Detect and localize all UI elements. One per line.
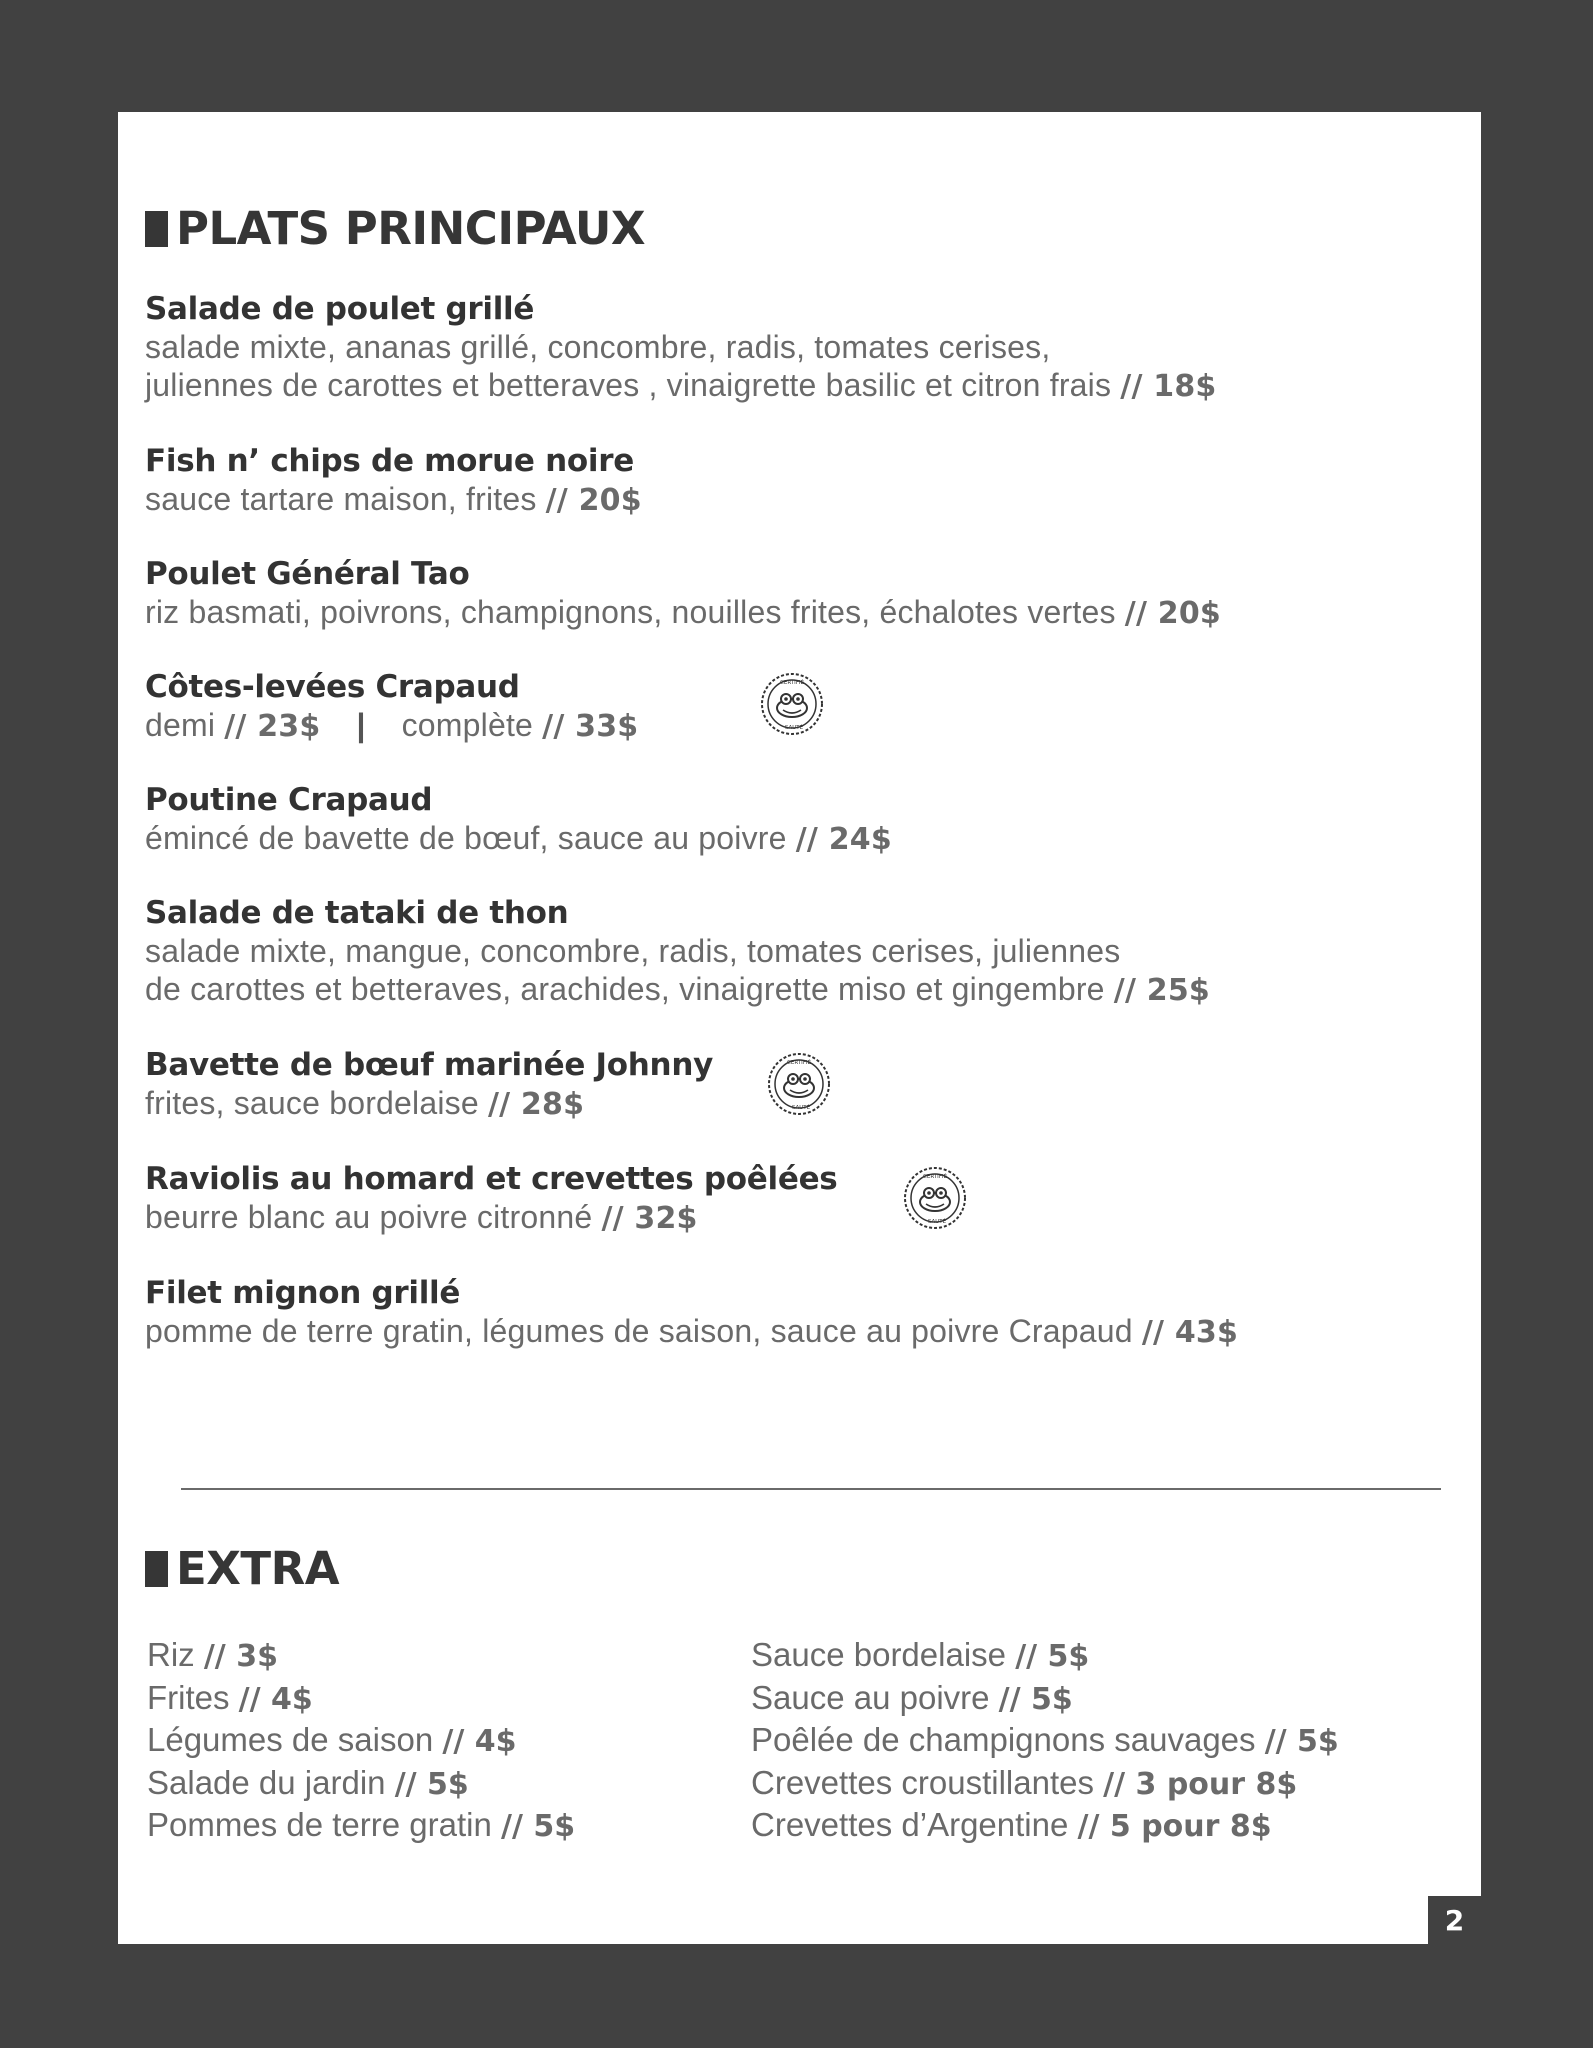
dish-price: // 20$ bbox=[1124, 596, 1221, 631]
badge-bottom-text: SAUTÉ bbox=[791, 1105, 811, 1111]
dish-name: Côtes-levées Crapaud bbox=[145, 669, 520, 705]
dish-description-text: beurre blanc au poivre citronné bbox=[145, 1199, 593, 1235]
extra-price: // 3 pour 8$ bbox=[1103, 1766, 1298, 1802]
extra-price: // 5$ bbox=[1015, 1639, 1090, 1674]
extra-item bbox=[751, 1678, 1339, 1721]
complete-price: // 33$ bbox=[542, 709, 639, 744]
extra-item bbox=[147, 1678, 575, 1721]
dish-description-line bbox=[145, 706, 638, 746]
certified-saute-frog-icon bbox=[767, 1052, 831, 1116]
page-number: 2 bbox=[1428, 1896, 1481, 1944]
extra-label: Crevettes croustillantes bbox=[751, 1763, 1094, 1801]
dish-item bbox=[145, 442, 642, 520]
dish-price: // 20$ bbox=[545, 483, 642, 518]
dish-name: Fish n’ chips de morue noire bbox=[145, 443, 634, 479]
extra-label: Pommes de terre gratin bbox=[147, 1806, 492, 1843]
certified-saute-frog-icon bbox=[760, 672, 824, 736]
dish-price: // 32$ bbox=[601, 1201, 698, 1236]
complete-label: complète bbox=[401, 707, 534, 743]
extra-title-text: EXTRA bbox=[176, 1542, 340, 1595]
badge-top-text: CERTIFIÉ bbox=[787, 1060, 811, 1066]
badge-bottom-text: SAUTÉ bbox=[784, 725, 804, 731]
dish-description-line bbox=[145, 1312, 1238, 1352]
dish-description: salade mixte, ananas grillé, concombre, radis, tomates cerises, bbox=[145, 329, 1051, 365]
extra-label: Sauce au poivre bbox=[751, 1678, 990, 1716]
extra-item bbox=[147, 1763, 575, 1806]
dish-description-text: riz basmati, poivrons, champignons, nouilles frites, échalotes vertes bbox=[145, 594, 1116, 630]
dish-description-line bbox=[145, 819, 892, 859]
extra-price: // 5$ bbox=[1264, 1724, 1339, 1759]
title-block-marker bbox=[145, 1551, 168, 1587]
dish-description-line bbox=[145, 1198, 837, 1238]
dish-description-line bbox=[145, 480, 642, 520]
extra-price: // 4$ bbox=[238, 1681, 313, 1717]
plats-title-text: PLATS PRINCIPAUX bbox=[176, 202, 646, 255]
dish-description: salade mixte, mangue, concombre, radis, tomates cerises, juliennes bbox=[145, 933, 1121, 969]
extra-item bbox=[751, 1763, 1339, 1806]
certified-saute-frog-icon bbox=[903, 1166, 967, 1230]
menu-page bbox=[118, 112, 1481, 1944]
extra-label: Légumes de saison bbox=[147, 1721, 434, 1758]
dish-description-text: sauce tartare maison, frites bbox=[145, 481, 537, 517]
dish-item bbox=[145, 668, 638, 746]
extra-label: Crevettes d’Argentine bbox=[751, 1806, 1069, 1843]
dish-description-line bbox=[145, 1084, 713, 1124]
extra-item bbox=[147, 1635, 575, 1678]
dish-price: // 18$ bbox=[1120, 369, 1217, 404]
demi-label: demi bbox=[145, 707, 216, 743]
badge-top-text: CERTIFIÉ bbox=[923, 1174, 947, 1180]
dish-name: Salade de tataki de thon bbox=[145, 895, 569, 931]
extra-item bbox=[751, 1720, 1339, 1763]
dish-name: Poutine Crapaud bbox=[145, 782, 433, 818]
dish-item bbox=[145, 781, 892, 859]
demi-price: // 23$ bbox=[224, 709, 321, 744]
dish-description-line2 bbox=[145, 366, 1216, 406]
dish-price: // 43$ bbox=[1141, 1315, 1239, 1350]
extra-item bbox=[751, 1805, 1339, 1848]
dish-item bbox=[145, 1046, 713, 1124]
dish-price: // 25$ bbox=[1113, 973, 1210, 1008]
dish-name: Filet mignon grillé bbox=[145, 1275, 461, 1311]
extra-item bbox=[147, 1720, 575, 1763]
extra-label: Riz bbox=[147, 1636, 195, 1673]
title-block-marker bbox=[145, 211, 168, 247]
dish-description-line2 bbox=[145, 970, 1210, 1010]
extra-price: // 5$ bbox=[500, 1809, 576, 1844]
extra-item bbox=[147, 1805, 575, 1848]
extra-price: // 3$ bbox=[203, 1639, 278, 1674]
dish-name: Poulet Général Tao bbox=[145, 556, 470, 592]
extra-price: // 5 pour 8$ bbox=[1077, 1809, 1272, 1844]
extra-label: Frites bbox=[147, 1678, 230, 1716]
dish-description-text: de carottes et betteraves, arachides, vinaigrette miso et gingembre bbox=[145, 971, 1105, 1007]
dish-description-text: pomme de terre gratin, légumes de saison, sauce au poivre Crapaud bbox=[145, 1313, 1133, 1349]
extra-label: Sauce bordelaise bbox=[751, 1636, 1007, 1673]
dish-item bbox=[145, 1160, 837, 1238]
extras-right-column bbox=[751, 1635, 1339, 1848]
badge-bottom-text: SAUTÉ bbox=[927, 1219, 947, 1225]
dish-item bbox=[145, 1274, 1238, 1352]
section-title-plats bbox=[145, 202, 645, 255]
dish-description-text: juliennes de carottes et betteraves , vinaigrette basilic et citron frais bbox=[145, 367, 1112, 403]
dish-description-text: frites, sauce bordelaise bbox=[145, 1085, 479, 1121]
dish-price: // 28$ bbox=[487, 1087, 585, 1122]
price-separator: | bbox=[356, 707, 366, 743]
dish-item bbox=[145, 555, 1221, 633]
extra-price: // 4$ bbox=[442, 1724, 517, 1759]
extra-price: // 5$ bbox=[394, 1766, 469, 1802]
dish-price: // 24$ bbox=[795, 822, 892, 857]
dish-description-line bbox=[145, 593, 1221, 633]
section-title-extra bbox=[145, 1542, 339, 1595]
extra-label: Poêlée de champignons sauvages bbox=[751, 1721, 1256, 1758]
dish-description-text: émincé de bavette de bœuf, sauce au poivre bbox=[145, 820, 787, 856]
dish-item bbox=[145, 894, 1210, 1010]
extra-price: // 5$ bbox=[998, 1681, 1073, 1717]
extra-item bbox=[751, 1635, 1339, 1678]
dish-name: Salade de poulet grillé bbox=[145, 291, 535, 327]
section-divider bbox=[181, 1488, 1441, 1490]
extra-label: Salade du jardin bbox=[147, 1763, 386, 1801]
dish-name: Bavette de bœuf marinée Johnny bbox=[145, 1047, 713, 1083]
dish-name: Raviolis au homard et crevettes poêlées bbox=[145, 1161, 838, 1197]
badge-top-text: CERTIFIÉ bbox=[780, 680, 804, 686]
extras-left-column bbox=[147, 1635, 575, 1848]
dish-item bbox=[145, 290, 1216, 406]
